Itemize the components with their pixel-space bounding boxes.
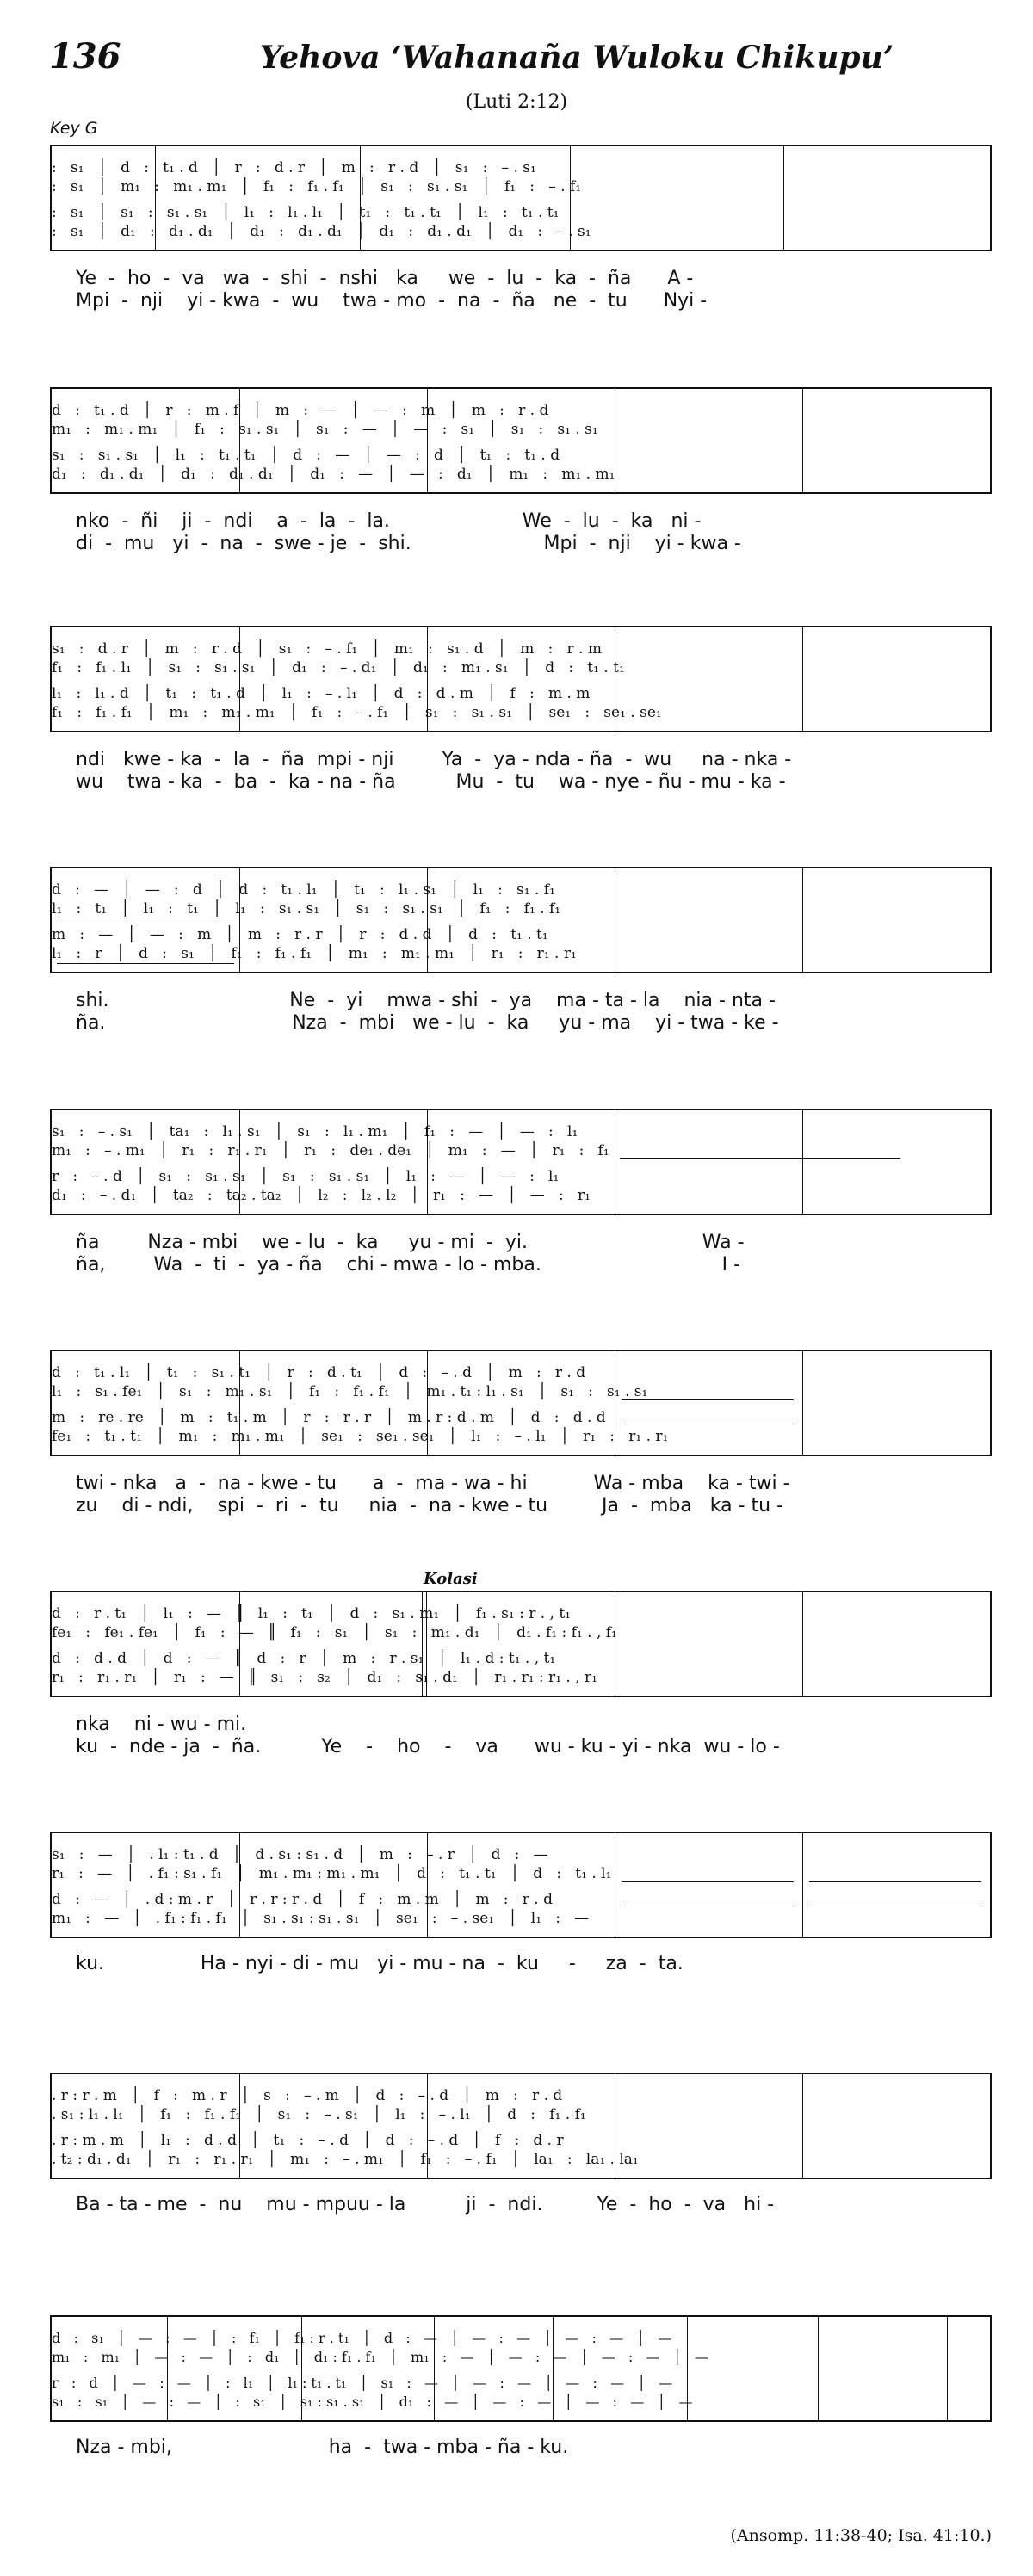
- tenor-line: : s₁ │ s₁ : s₁ . s₁ │ l₁ : l₁ . l₁ │ t₁ : t₁ . t₁ │ l₁ : t₁ . t₁: [52, 204, 560, 221]
- bass-line: l₁ : r │ d : s₁ │ f₁ : f₁ . f₁ │ m₁ : m₁ . m₁ │ r₁ : r₁ . r₁: [52, 945, 577, 962]
- soprano-line: d : t₁ . l₁ │ t₁ : s₁ . t₁ │ r : d . t₁ │ d : – . d │ m : r . d: [52, 1364, 586, 1381]
- staff-box: [50, 2073, 992, 2179]
- tenor-line: r : – . d │ s₁ : s₁ . s₁ │ s₁ : s₁ . s₁ │ l₁ : — │ — : l₁: [52, 1168, 560, 1185]
- lyric-verse-1: ndi kwe - ka - la - ña mpi - nji Ya - ya - nda - ña - wu na - nka -: [76, 749, 792, 770]
- lyric-verse-1: nko - ñi ji - ndi a - la - la. We - lu - ka ni -: [76, 510, 702, 532]
- alto-line: fe₁ : fe₁ . fe₁ │ f₁ : — ║ f₁ : s₁ │ s₁ : m₁ . d₁ │ d₁ . f₁ : f₁ . , f₁: [52, 1624, 617, 1641]
- alto-line: m₁ : m₁ │ — : — │ : d₁ │ d₁ : f₁ . f₁ │ m₁ : — │ — : — │ — : — │ —: [52, 2349, 708, 2365]
- staff-box: [50, 1832, 992, 1938]
- lyric-verse-2: zu di - ndi, spi - ri - tu nia - na - kwe - tu Ja - mba ka - tu -: [76, 1495, 784, 1517]
- soprano-line: : s₁ │ d : t₁ . d │ r : d . r │ m : r . d │ s₁ : – . s₁: [52, 159, 536, 176]
- alto-line: m₁ : m₁ . m₁ │ f₁ : s₁ . s₁ │ s₁ : — │ — : s₁ │ s₁ : s₁ . s₁: [52, 421, 598, 438]
- bass-line: . t₂ : d₁ . d₁ │ r₁ : r₁ . r₁ │ m₁ : – . m₁ │ f₁ : – . f₁ │ la₁ : la₁ . la₁: [52, 2151, 639, 2168]
- scripture-reference: (Luti 2:12): [465, 91, 568, 113]
- bass-line: fe₁ : t₁ . t₁ │ m₁ : m₁ . m₁ │ se₁ : se₁ . se₁ │ l₁ : – . l₁ │ r₁ : r₁ . r₁: [52, 1428, 669, 1445]
- soprano-line: d : s₁ │ — : — │ : f₁ │ f₁ : r . t₁ │ d : — │ — : — │ — : — │ —: [52, 2330, 672, 2346]
- staff-box: [50, 1591, 992, 1697]
- bass-line: d₁ : d₁ . d₁ │ d₁ : d₁ . d₁ │ d₁ : — │ — : d₁ │ m₁ : m₁ . m₁: [52, 466, 615, 483]
- chorus-label: Kolasi: [424, 1570, 478, 1588]
- lyric-verse-2: ku - nde - ja - ña. Ye - ho - va wu - ku - yi - nka wu - lo -: [76, 1736, 780, 1757]
- lyric-verse-2: di - mu yi - na - swe - je - shi. Mpi - nji yi - kwa -: [76, 533, 741, 554]
- alto-line: r₁ : — │ . f₁ : s₁ . f₁ │ m₁ . m₁ : m₁ . m₁ │ d : t₁ . t₁ │ d : t₁ . l₁: [52, 1865, 612, 1882]
- bass-line: s₁ : s₁ │ — : — │ : s₁ │ s₁ : s₁ . s₁ │ d₁ : — │ — : — │ — : — │ —: [52, 2394, 693, 2410]
- lyric-verse-2: ña, Wa - ti - ya - ña chi - mwa - lo - mba. I -: [76, 1254, 741, 1276]
- lyric-verse-1: ku. Ha - nyi - di - mu yi - mu - na - ku - za - ta.: [76, 1953, 684, 1974]
- song-title: Yehova ‘Wahanaña Wuloku Chikupu’: [259, 40, 894, 76]
- lyric-verse-1: Ye - ho - va wa - shi - nshi ka we - lu - ka - ña A -: [76, 268, 694, 289]
- staff-box: [50, 387, 992, 494]
- staff-box: [50, 867, 992, 973]
- staff-box: [50, 1350, 992, 1456]
- soprano-line: d : r . t₁ │ l₁ : — ║ l₁ : t₁ │ d : s₁ . m₁ │ f₁ . s₁ : r . , t₁: [52, 1605, 572, 1622]
- tenor-line: m : — │ — : m │ m : r . r │ r : d . d │ d : t₁ . t₁: [52, 926, 548, 943]
- alto-line: f₁ : f₁ . l₁ │ s₁ : s₁ . s₁ │ d₁ : – . d₁ │ d₁ : m₁ . s₁ │ d : t₁ . t₁: [52, 659, 625, 676]
- alto-line: m₁ : – . m₁ │ r₁ : r₁ . r₁ │ r₁ : de₁ . de₁ │ m₁ : — │ r₁ : f₁: [52, 1142, 609, 1159]
- alto-line: l₁ : s₁ . fe₁ │ s₁ : m₁ . s₁ │ f₁ : f₁ . f₁ │ m₁ . t₁ : l₁ . s₁ │ s₁ : s₁ . s₁: [52, 1383, 648, 1400]
- bass-line: f₁ : f₁ . f₁ │ m₁ : m₁ . m₁ │ f₁ : – . f₁ │ s₁ : s₁ . s₁ │ se₁ : se₁ . se₁: [52, 704, 662, 721]
- tenor-line: l₁ : l₁ . d │ t₁ : t₁ . d │ l₁ : – . l₁ │ d : d . m │ f : m . m: [52, 685, 591, 702]
- tenor-line: s₁ : s₁ . s₁ │ l₁ : t₁ . t₁ │ d : — │ — : d │ t₁ : t₁ . d: [52, 447, 560, 464]
- staff-box: [50, 145, 992, 251]
- lyric-verse-1: Nza - mbi, ha - twa - mba - ña - ku.: [76, 2437, 569, 2458]
- song-number: 136: [49, 36, 121, 77]
- lyric-verse-1: shi. Ne - yi mwa - shi - ya ma - ta - la nia - nta -: [76, 990, 776, 1011]
- alto-line: l₁ : t₁ │ l₁ : t₁ │ l₁ : s₁ . s₁ │ s₁ : s₁ . s₁ │ f₁ : f₁ . f₁: [52, 900, 561, 917]
- tenor-line: d : d . d │ d : — ║ d : r │ m : r . s₁ │ l₁ . d : t₁ . , t₁: [52, 1650, 556, 1667]
- bass-line: r₁ : r₁ . r₁ │ r₁ : — ║ s₁ : s₂ │ d₁ : s₁ . d₁ │ r₁ . r₁ : r₁ . , r₁: [52, 1669, 597, 1686]
- soprano-line: . r : r . m │ f : m . r │ s : – . m │ d : – . d │ m : r . d: [52, 2087, 563, 2104]
- soprano-line: d : t₁ . d │ r : m . f │ m : — │ — : m │ m : r . d: [52, 402, 549, 419]
- soprano-line: d : — │ — : d │ d : t₁ . l₁ │ t₁ : l₁ . s₁ │ l₁ : s₁ . f₁: [52, 881, 555, 899]
- lyric-verse-1: Ba - ta - me - nu mu - mpuu - la ji - ndi. Ye - ho - va hi -: [76, 2194, 775, 2215]
- staff-box: [50, 626, 992, 732]
- bass-line: m₁ : — │ . f₁ : f₁ . f₁ │ s₁ . s₁ : s₁ . s₁ │ se₁ : – . se₁ │ l₁ : —: [52, 1910, 590, 1927]
- lyric-verse-1: nka ni - wu - mi.: [76, 1714, 247, 1735]
- tenor-line: r : d │ — : — │ : l₁ │ l₁ : t₁ . t₁ │ s₁ : — │ — : — │ — : — │ —: [52, 2375, 673, 2391]
- staff-box: [50, 2315, 992, 2422]
- lyric-verse-1: twi - nka a - na - kwe - tu a - ma - wa - hi Wa - mba ka - twi -: [76, 1473, 790, 1494]
- alto-line: . s₁ : l₁ . l₁ │ f₁ : f₁ . f₁ │ s₁ : – . s₁ │ l₁ : – . l₁ │ d : f₁ . f₁: [52, 2106, 586, 2123]
- lyric-verse-2: Mpi - nji yi - kwa - wu twa - mo - na - ña ne - tu Nyi -: [76, 290, 708, 312]
- lyric-verse-2: wu twa - ka - ba - ka - na - ña Mu - tu wa - nye - ñu - mu - ka -: [76, 771, 786, 793]
- lyric-verse-1: ña Nza - mbi we - lu - ka yu - mi - yi. Wa -: [76, 1232, 745, 1253]
- staff-box: [50, 1109, 992, 1215]
- tenor-line: m : re . re │ m : t₁ . m │ r : r . r │ m . r : d . m │ d : d . d: [52, 1409, 606, 1426]
- key-signature: Key G: [50, 119, 98, 138]
- lyric-verse-2: ña. Nza - mbi we - lu - ka yu - ma yi - twa - ke -: [76, 1012, 779, 1034]
- footnote-references: (Ansomp. 11:38-40; Isa. 41:10.): [730, 2526, 992, 2545]
- tenor-line: d : — │ . d : m . r │ r . r : r . d │ f : m . m │ m : r . d: [52, 1891, 553, 1908]
- soprano-line: s₁ : — │ . l₁ : t₁ . d │ d . s₁ : s₁ . d │ m : – . r │ d : —: [52, 1846, 548, 1863]
- song-header: [0, 0, 1033, 138]
- tenor-line: . r : m . m │ l₁ : d . d │ t₁ : – . d │ d : – . d │ f : d . r: [52, 2132, 564, 2149]
- soprano-line: s₁ : d . r │ m : r . d │ s₁ : – . f₁ │ m₁ : s₁ . d │ m : r . m: [52, 640, 602, 658]
- bass-line: d₁ : – . d₁ │ ta₂ : ta₂ . ta₂ │ l₂ : l₂ . l₂ │ r₁ : — │ — : r₁: [52, 1187, 591, 1204]
- soprano-line: s₁ : – . s₁ │ ta₁ : l₁ . s₁ │ s₁ : l₁ . m₁ │ f₁ : — │ — : l₁: [52, 1123, 578, 1140]
- alto-line: : s₁ │ m₁ : m₁ . m₁ │ f₁ : f₁ . f₁ │ s₁ : s₁ . s₁ │ f₁ : – . f₁: [52, 178, 582, 195]
- bass-line: : s₁ │ d₁ : d₁ . d₁ │ d₁ : d₁ . d₁ │ d₁ : d₁ . d₁ │ d₁ : – . s₁: [52, 223, 591, 240]
